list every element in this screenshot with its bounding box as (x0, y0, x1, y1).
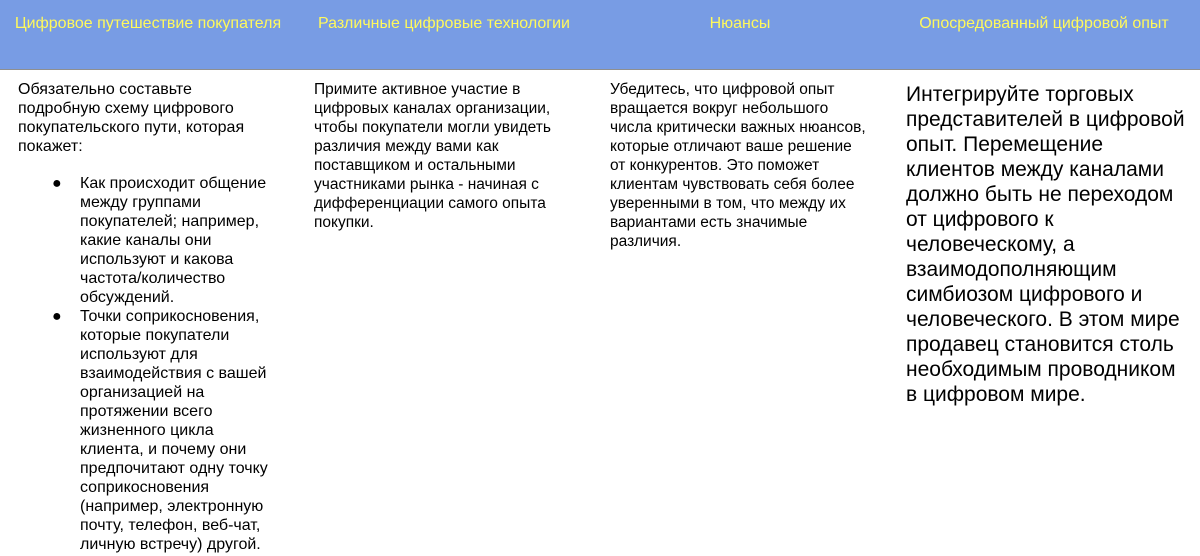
cell-buyer-journey (0, 70, 296, 554)
bullet-icon: ● (52, 308, 62, 325)
header-mediated-experience: Опосредованный цифровой опыт (888, 0, 1200, 70)
buyer-journey-list (18, 174, 278, 554)
list-item-text: Точки соприкосновения, которые покупатели используют для взаимодействия с вашей организацией на протяжении всего жизненного цикла клиента, и почему они предпочитают одну точку соприкосновения (например, электронную почту, телефон, веб-чат, личную встречу) другой. (80, 308, 268, 553)
header-nuances: Нюансы (592, 0, 888, 70)
header-buyer-journey: Цифровое путешествие покупателя (0, 0, 296, 70)
cell-digital-technologies: Примите активное участие в цифровых каналах организации, чтобы покупатели могли увидеть различия между вами как поставщиком и остальными участниками рынка - начиная с дифференциации самого опыта покупки. (314, 81, 551, 231)
list-item (18, 174, 278, 307)
buyer-journey-intro: Обязательно составьте подробную схему цифрового покупательского пути, которая покажет: (18, 81, 245, 155)
cell-nuances: Убедитесь, что цифровой опыт вращается вокруг небольшого числа критически важных нюансов, которые отличают ваше решение от конкурентов. Это поможет клиентам чувствовать себя более уверенными в том, что между их вариантами есть значимые различия. (610, 81, 866, 250)
list-item (18, 307, 278, 554)
header-digital-technologies: Различные цифровые технологии (296, 0, 592, 70)
cell-mediated-experience: Интегрируйте торговых представителей в цифровой опыт. Перемещение клиентов между каналами должно быть не переходом от цифрового к человеческому, а взаимодополняющим симбиозом цифрового и человеческого. В этом мире продавец становится столь необходимым проводником в цифровом мире. (906, 83, 1185, 406)
list-item-text: Как происходит общение между группами покупателей; например, какие каналы они используют и какова частота/количество обсуждений. (80, 175, 267, 306)
bullet-icon: ● (52, 175, 62, 192)
